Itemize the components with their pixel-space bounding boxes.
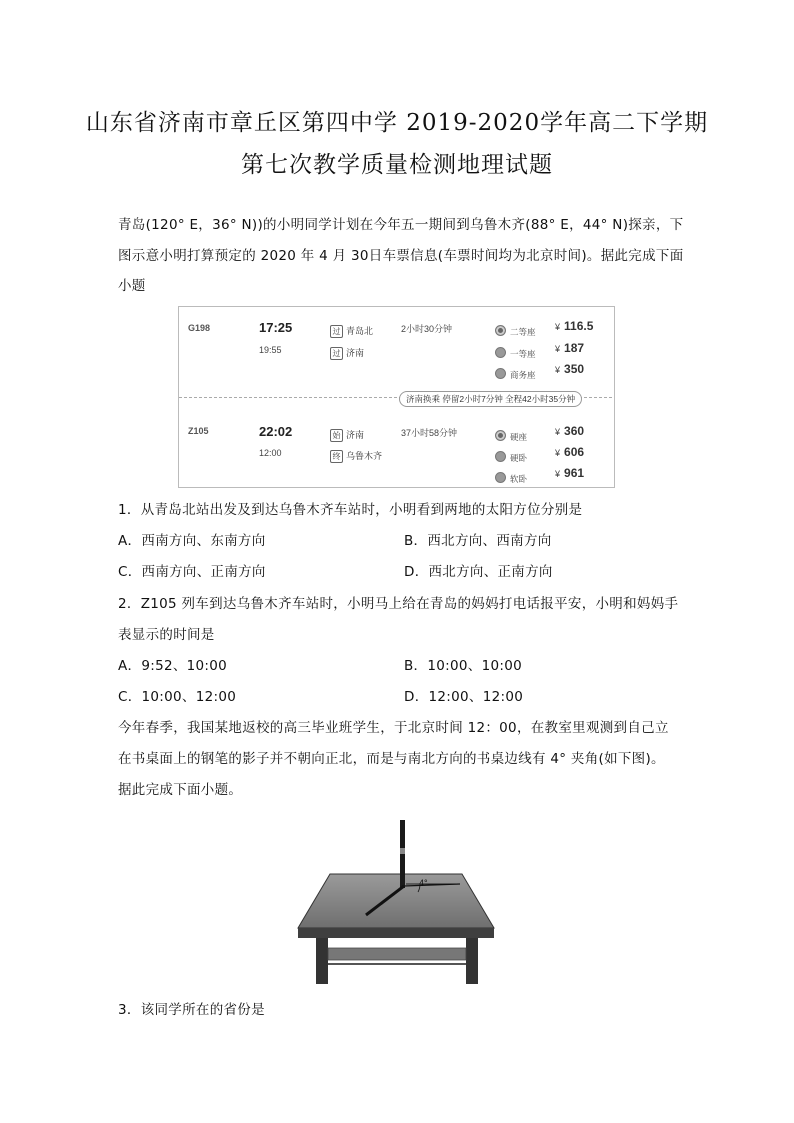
yen-sign: ¥ [555,344,561,354]
pen-clip [400,848,405,854]
train2-from [330,425,364,443]
radio-icon[interactable] [495,325,506,336]
train1-from [330,321,373,339]
angle-label: 4° [419,878,428,888]
intro1-line3: 小题 [118,278,146,294]
train1-seat-1[interactable] [495,344,536,362]
train2-seat-1[interactable] [495,448,527,466]
train2-from-station: 济南 [346,430,365,440]
seat-name: 商务座 [510,370,536,380]
train1-to-station: 济南 [346,348,365,358]
intro1-line2: 图示意小明打算预定的 2020 年 4 月 30日车票信息(车票时间均为北京时间)。据此完成下面 [118,248,684,264]
train1-number: G198 [188,323,211,333]
train1-duration: 2小时30分钟 [401,324,453,334]
ticket-info-figure [178,306,615,488]
train1-seat-2[interactable] [495,365,536,383]
desk-shelf [328,948,466,960]
train2-duration: 37小时58分钟 [401,428,458,438]
train1-to-badge: 过 [330,347,343,360]
train2-to [330,446,382,464]
q2-stem-line2: 表显示的时间是 [118,627,215,643]
train1-arrive-time: 19:55 [259,345,282,355]
price-value: 350 [564,362,585,376]
yen-sign: ¥ [555,427,561,437]
price-value: 187 [564,341,585,355]
intro2-line2: 在书桌面上的钢笔的影子并不朝向正北，而是与南北方向的书桌边线有 4° 夹角(如下图)。 [118,751,665,767]
intro1-line1: 青岛(120° E，36° N))的小明同学计划在今年五一期间到乌鲁木齐(88° E，44° N)探亲，下 [118,217,684,233]
price-value: 360 [564,424,585,438]
radio-icon[interactable] [495,430,506,441]
yen-sign: ¥ [555,365,561,375]
yen-sign: ¥ [555,448,561,458]
train2-seat-2[interactable] [495,469,527,487]
train1-price-0 [555,319,593,333]
train2-depart-time: 22:02 [259,424,293,439]
page-title-line1: 山东省济南市章丘区第四中学 2019-2020学年高二下学期 [85,110,709,136]
yen-sign: ¥ [555,322,561,332]
train2-number: Z105 [188,426,209,436]
q1-stem: 1．从青岛北站出发及到达乌鲁木齐车站时，小明看到两地的太阳方位分别是 [118,502,583,518]
train2-arrive-time: 12:00 [259,448,282,458]
train2-price-2 [555,466,584,480]
radio-icon[interactable] [495,347,506,358]
page-title-line2: 第七次教学质量检测地理试题 [241,152,553,178]
q2-option-c: C．10:00、12:00 [118,689,237,705]
seat-name: 硬卧 [510,453,528,463]
q2-option-a: A．9:52、10:00 [118,658,228,674]
train2-seat-0[interactable] [495,427,527,445]
train1-from-badge: 过 [330,325,343,338]
q2-option-b: B．10:00、10:00 [404,658,522,674]
intro2-line1: 今年春季，我国某地返校的高三毕业班学生，于北京时间 12：00，在教室里观测到自己立 [118,720,669,736]
seat-name: 二等座 [510,327,536,337]
train2-price-1 [555,445,584,459]
train2-to-station: 乌鲁木齐 [346,451,383,461]
q2-stem-line1: 2．Z105 列车到达乌鲁木齐车站时，小明马上给在青岛的妈妈打电话报平安，小明和妈妈手 [118,596,679,612]
desk-pen-shadow-figure [290,816,502,984]
train2-from-badge: 始 [330,429,343,442]
yen-sign: ¥ [555,469,561,479]
price-value: 116.5 [564,319,594,333]
train1-to [330,343,364,361]
q1-option-d: D．西北方向、正南方向 [404,564,553,580]
seat-name: 一等座 [510,349,536,359]
price-value: 606 [564,445,585,459]
train1-from-station: 青岛北 [346,326,374,336]
seat-name: 软卧 [510,474,528,484]
seat-name: 硬座 [510,432,528,442]
radio-icon[interactable] [495,451,506,462]
price-value: 961 [564,466,585,480]
train2-price-0 [555,424,584,438]
train1-price-2 [555,362,584,376]
desk-leg [316,938,328,984]
q1-option-c: C．西南方向、正南方向 [118,564,266,580]
q2-option-d: D．12:00、12:00 [404,689,524,705]
intro2-line3: 据此完成下面小题。 [118,782,243,798]
q1-option-b: B．西北方向、西南方向 [404,533,552,549]
q3-stem: 3．该同学所在的省份是 [118,1002,265,1018]
desk-leg [466,938,478,984]
radio-icon[interactable] [495,368,506,379]
desk-top [298,874,494,928]
radio-icon[interactable] [495,472,506,483]
train1-price-1 [555,341,584,355]
train1-depart-time: 17:25 [259,320,293,335]
q1-option-a: A．西南方向、东南方向 [118,533,266,549]
desk-front-edge [298,928,494,938]
transfer-info: 济南换乘 停留2小时7分钟 全程42小时35分钟 [399,391,582,407]
train2-to-badge: 终 [330,450,343,463]
train1-seat-0[interactable] [495,322,536,340]
